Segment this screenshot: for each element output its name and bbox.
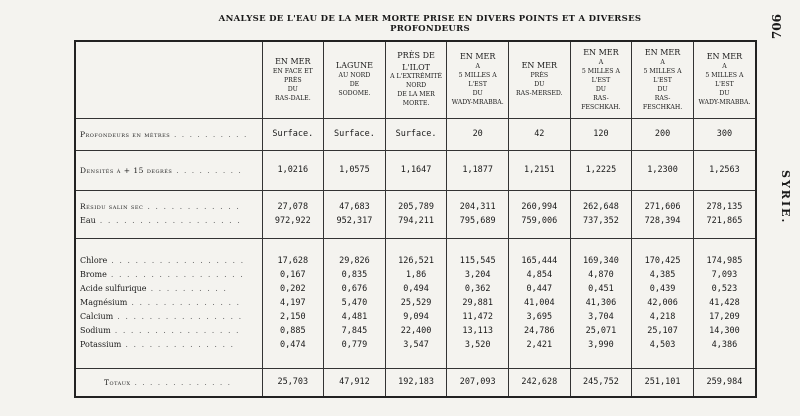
table-cell: 1,2151 [509, 150, 571, 190]
table-cell: Surface. [385, 118, 447, 150]
table-cell: 192,183 [385, 368, 447, 396]
table-cell: 1,1647 [385, 150, 447, 190]
table-cell: 27,078 972,922 [262, 190, 324, 238]
table-cell: 204,311 795,689 [447, 190, 509, 238]
table-cell: 207,093 [447, 368, 509, 396]
table-row-densites [76, 150, 755, 190]
column-header-3: PRÈS DE L'ILOT A L'EXTRÉMITÉ NORD DE LA MER MORTE. [385, 42, 447, 118]
table-cell: 169,340 4,870 0,451 41,306 3,704 25,071 3,990 [570, 238, 632, 368]
table-cell: 126,521 1,86 0,494 25,529 9,094 22,400 3,547 [385, 238, 447, 368]
table-cell: 42 [509, 118, 571, 150]
table-cell: Surface. [262, 118, 324, 150]
table-cell: 242,628 [509, 368, 571, 396]
page-number: 706 [770, 14, 784, 40]
table-cell: 17,628 0,167 0,202 4,197 2,150 0,885 0,474 [262, 238, 324, 368]
table-cell: 29,826 0,835 0,676 5,470 4,481 7,845 0,779 [324, 238, 386, 368]
table-cell: 1,0216 [262, 150, 324, 190]
table-cell: 47,683 952,317 [324, 190, 386, 238]
table-cell: 1,2225 [570, 150, 632, 190]
table-row-profondeurs [76, 118, 755, 150]
header-corner [76, 42, 262, 118]
table-cell: 174,985 7,093 0,523 41,428 17,209 14,300 4,386 [693, 238, 755, 368]
column-header-row [76, 42, 755, 118]
table-cell: 1,2563 [693, 150, 755, 190]
table-cell: 115,545 3,204 0,362 29,881 11,472 13,113 3,520 [447, 238, 509, 368]
table-cell: 165,444 4,854 0,447 41,004 3,695 24,786 2,421 [509, 238, 571, 368]
table-cell: 262,648 737,352 [570, 190, 632, 238]
row-label-profondeurs: Profondeurs en mètres . . . . . . . . . . [80, 129, 248, 139]
table-cell: Surface. [324, 118, 386, 150]
table-row-residu-eau [76, 190, 755, 238]
table-row-composition [76, 238, 755, 368]
table-cell: 25,703 [262, 368, 324, 396]
running-head-country: SYRIE. [779, 170, 792, 225]
table-cell: 1,2300 [632, 150, 694, 190]
analysis-table [76, 42, 755, 396]
row-label-densites: Densités à + 15 degrés . . . . . . . . . [76, 150, 262, 190]
table-cell: 205,789 794,211 [385, 190, 447, 238]
row-label-residu-eau: Résidu salin sec . . . . . . . . . . . . Eau . . . . . . . . . . . . . . . . . . [76, 190, 262, 238]
row-label-composition: Chlore . . . . . . . . . . . . . . . . . Brome . . . . . . . . . . . . . . . . . Acide sulfurique . . . . . . . . . . Magnésium . . . . . . . . . . . . . . Calcium . . . . . . . . . . . . . . . . Sodium . . . . . . . . . . . . . . . . Potassium . . . . . . . . . . . . . . [76, 238, 262, 368]
table-cell: 259,984 [693, 368, 755, 396]
table-cell: 300 [693, 118, 755, 150]
column-header-1: EN MER EN FACE ET PRÈS DU RAS-DALE. [262, 42, 324, 118]
table-cell: 120 [570, 118, 632, 150]
table-cell: 200 [632, 118, 694, 150]
table-cell: 271,606 728,394 [632, 190, 694, 238]
table-cell: 251,101 [632, 368, 694, 396]
table-cell: 47,912 [324, 368, 386, 396]
row-label-totaux: Totaux . . . . . . . . . . . . . [76, 368, 262, 396]
table-cell: 1,1877 [447, 150, 509, 190]
analysis-table-frame [74, 40, 757, 398]
column-header-2: LAGUNE AU NORD DE SODOME. [324, 42, 386, 118]
table-cell: 245,752 [570, 368, 632, 396]
table-cell: 278,135 721,865 [693, 190, 755, 238]
table-cell: 20 [447, 118, 509, 150]
column-header-5: EN MER PRÈS DU RAS-MERSED. [509, 42, 571, 118]
column-header-4: EN MER A 5 MILLES A L'EST DU WADY-MRABBA. [447, 42, 509, 118]
column-header-6: EN MER A 5 MILLES A L'EST DU RAS-FESCHKAH. [570, 42, 632, 118]
page-title: ANALYSE DE L'EAU DE LA MER MORTE PRISE EN DIVERS POINTS ET A DIVERSES PROFONDEURS [218, 14, 642, 34]
table-cell: 170,425 4,385 0,439 42,006 4,218 25,107 4,503 [632, 238, 694, 368]
column-header-8: EN MER A 5 MILLES A L'EST DU WADY-MRABBA. [693, 42, 755, 118]
table-row-totaux [76, 368, 755, 396]
column-header-7: EN MER A 5 MILLES A L'EST DU RAS-FESCHKAH. [632, 42, 694, 118]
table-cell: 1,0575 [324, 150, 386, 190]
table-cell: 260,994 759,006 [509, 190, 571, 238]
